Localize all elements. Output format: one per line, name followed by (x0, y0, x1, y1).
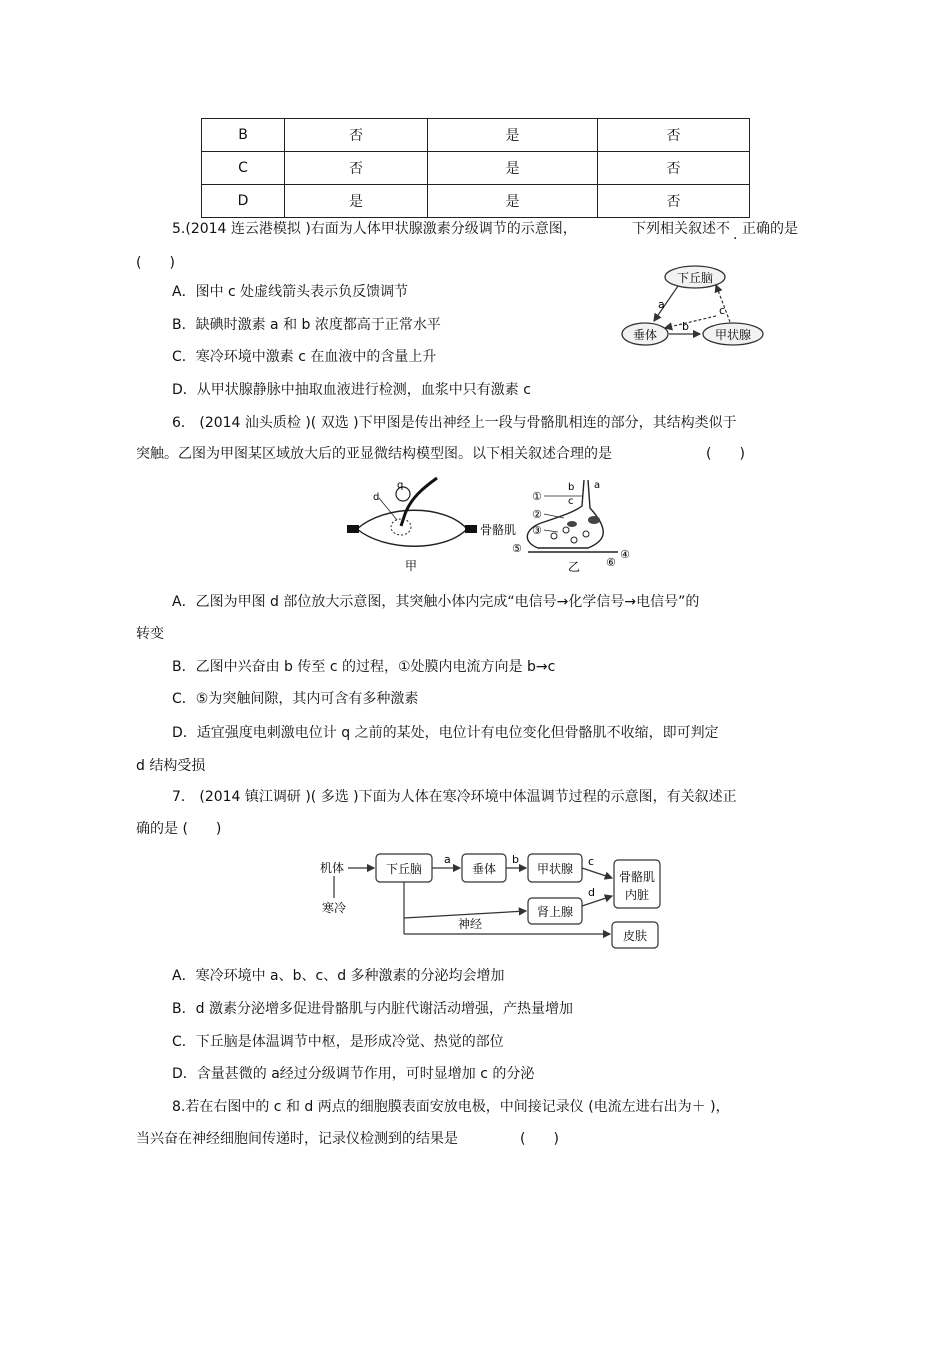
q6-option-c: C．⑤为突触间隙，其内可含有多种激素 (172, 691, 419, 707)
vesicle (563, 527, 569, 533)
arrow-c (582, 868, 612, 878)
nerve-label: 神经 (458, 917, 483, 931)
table-cell: 否 (598, 185, 750, 218)
arrow-d (582, 896, 612, 906)
table-cell: 否 (598, 152, 750, 185)
q7-stem-line2: 确的是 ( ) (136, 821, 222, 837)
q6-option-d-line2: d 结构受损 (136, 758, 206, 774)
label-5: ⑤ (512, 542, 522, 555)
q5-option-a: A．图中 c 处虚线箭头表示负反馈调节 (172, 284, 409, 300)
figure-yi-synapse (508, 478, 648, 574)
table-cell: 否 (598, 119, 750, 152)
arrow-b-label: b (512, 853, 519, 866)
table-cell: 否 (285, 119, 428, 152)
q6-option-d-line1: D．适宜强度电刺激电位计 q 之前的某处，电位计有电位变化但骨骼肌不收缩，即可判定 (172, 725, 719, 741)
vesicle (551, 533, 557, 539)
q5-stem-b: 下列相关叙述不 (632, 221, 730, 237)
pointer-3 (544, 530, 558, 532)
hypothalamus-label: 下丘脑 (385, 862, 423, 876)
arrow-c-feedback-to-pituitary (665, 316, 716, 328)
mitochondrion (567, 521, 577, 527)
pituitary-label: 垂体 (471, 862, 497, 876)
figure-jia-muscle (345, 474, 517, 574)
q5-stem-a: 5.(2014 连云港模拟 )右面为人体甲状腺激素分级调节的示意图， (172, 221, 577, 237)
tendon-left (347, 525, 359, 533)
q5-option-d: D．从甲状腺静脉中抽取血液进行检测，血浆中只有激素 c (172, 382, 531, 398)
skin-label: 皮肤 (622, 929, 648, 943)
muscle-body (357, 510, 467, 546)
q7-option-c: C．下丘脑是体温调节中枢，是形成冷觉、热觉的部位 (172, 1034, 504, 1050)
q7-stem-line1: 7． (2014 镇江调研 )( 多选 )下面为人体在寒冷环境中体温调节过程的示意图，有关叙述正 (172, 789, 737, 805)
q7-option-b: B．d 激素分泌增多促进骨骼肌与内脏代谢活动增强，产热量增加 (172, 1001, 573, 1017)
q7-option-a: A．寒冷环境中 a、b、c、d 多种激素的分泌均会增加 (172, 968, 505, 984)
thyroid-label: 甲状腺 (536, 862, 574, 876)
flow-cold-label: 寒冷 (322, 901, 347, 915)
pointer-d (379, 498, 397, 520)
q5-answer-paren: ( ) (136, 255, 175, 271)
tendon-right (465, 525, 477, 533)
arrow-c-label: c (719, 304, 726, 317)
nerve-fiber (401, 478, 437, 526)
label-3: ③ (532, 524, 542, 537)
arrow-a-label: a (658, 298, 665, 311)
thyroid-regulation-diagram (620, 262, 770, 350)
table-cell: 是 (428, 119, 598, 152)
thermoregulation-flowchart (318, 848, 668, 952)
vesicle (571, 537, 577, 543)
label-4: ④ (620, 548, 630, 561)
q8-stem-line2: 当兴奋在神经细胞间传递时，记录仪检测到的结果是 (136, 1131, 458, 1147)
caption-jia: 甲 (405, 559, 418, 573)
arrow-a-label: a (444, 853, 451, 866)
pituitary-label: 垂体 (632, 328, 658, 342)
table-cell: 是 (428, 185, 598, 218)
q5-option-b: B．缺碘时激素 a 和 b 浓度都高于正常水平 (172, 317, 441, 333)
vesicle (583, 531, 589, 537)
q6-stem-line2: 突触。乙图为甲图某区域放大后的亚显微结构模型图。以下相关叙述合理的是 (136, 446, 612, 462)
arrow-d-label: d (588, 886, 595, 899)
hypothalamus-label: 下丘脑 (676, 271, 714, 285)
q5-stem-c: 正确的是 (742, 221, 798, 237)
label-b: b (568, 482, 575, 493)
muscle-label: 骨骼肌 (618, 870, 656, 884)
label-a: a (594, 480, 601, 491)
label-6: ⑥ (606, 556, 616, 569)
q5-emphasis-dot: . (733, 227, 738, 243)
adrenal-label: 肾上腺 (536, 905, 574, 919)
flow-body-label: 机体 (320, 861, 345, 875)
q6-option-a-line2: 转变 (136, 626, 164, 642)
arrow-b-label: b (682, 320, 689, 333)
table-row (202, 185, 750, 218)
table-cell: 是 (285, 185, 428, 218)
table-cell: C (202, 152, 285, 185)
organ-label: 内脏 (624, 888, 650, 902)
label-c: c (568, 496, 574, 507)
table-row (202, 152, 750, 185)
table-cell: D (202, 185, 285, 218)
q5-option-c: C．寒冷环境中激素 c 在血液中的含量上升 (172, 349, 437, 365)
q6-answer-paren: ( ) (706, 446, 745, 462)
label-1: ① (532, 490, 542, 503)
answer-table (201, 118, 750, 218)
table-row (202, 119, 750, 152)
mitochondrion (588, 516, 600, 524)
label-2: ② (532, 508, 542, 521)
label-q: q (397, 480, 404, 491)
arrow-c-label: c (588, 855, 595, 868)
muscle-label: 骨骼肌 (480, 523, 517, 537)
q6-stem-line1: 6． (2014 汕头质检 )( 双选 )下甲图是传出神经上一段与骨骼肌相连的部分，其结构类似于 (172, 415, 737, 431)
label-d: d (373, 492, 380, 503)
q8-answer-paren: ( ) (520, 1131, 559, 1147)
table-cell: 是 (428, 152, 598, 185)
q6-option-b: B．乙图中兴奋由 b 传至 c 的过程，①处膜内电流方向是 b→c (172, 659, 556, 675)
table-cell: B (202, 119, 285, 152)
thyroid-label: 甲状腺 (714, 328, 752, 342)
table-cell: 否 (285, 152, 428, 185)
q6-option-a-line1: A．乙图为甲图 d 部位放大示意图，其突触小体内完成“电信号→化学信号→电信号”的 (172, 594, 700, 610)
caption-yi: 乙 (568, 560, 581, 574)
q7-option-d: D．含量甚微的 a经过分级调节作用，可时显增加 c 的分泌 (172, 1066, 535, 1082)
q8-stem-line1: 8.若在右图中的 c 和 d 两点的细胞膜表面安放电极，中间接记录仪 (电流左进右出为＋ )， (172, 1099, 730, 1115)
